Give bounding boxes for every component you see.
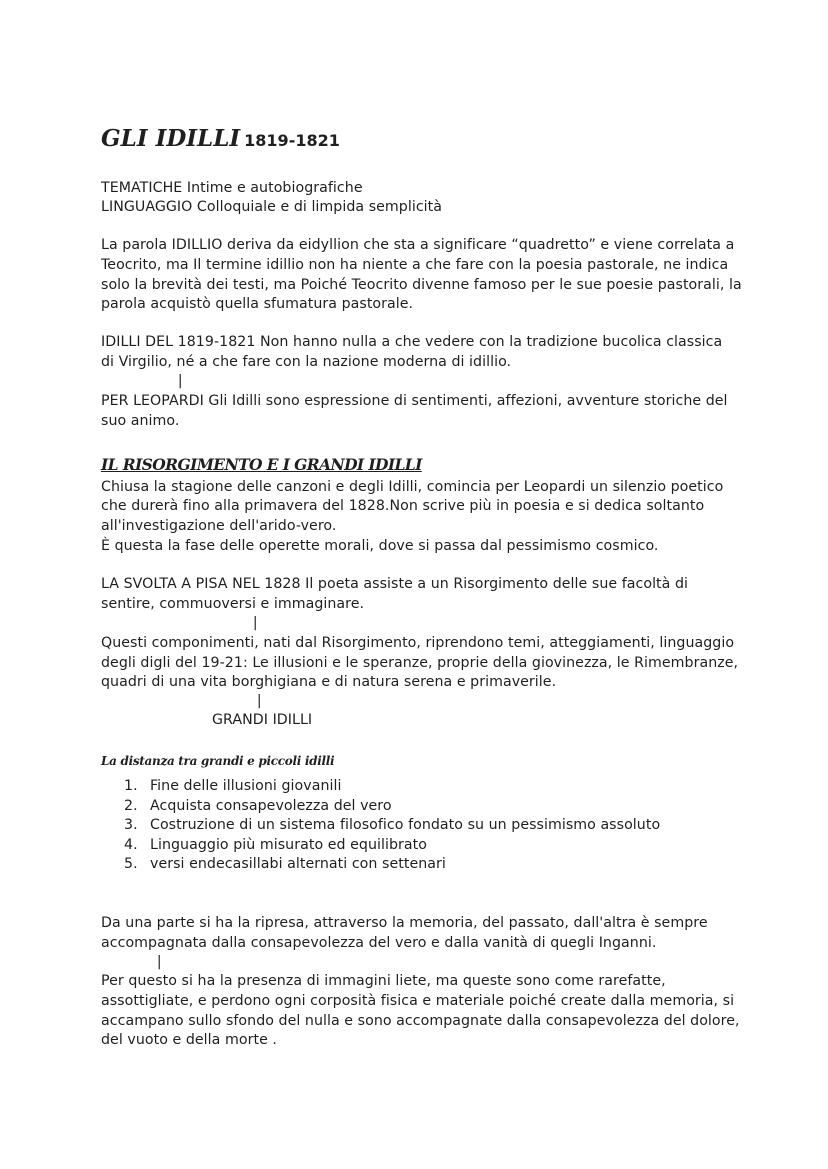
list-item-text: Fine delle illusioni giovanili [150,778,342,794]
list-item [101,777,660,797]
list-item-number: 1. [124,778,138,794]
para8-line: accampano sullo sfondo del nulla e sono accompagnate dalla consapevolezza del dolore, [101,1013,740,1029]
list-item-number: 4. [124,836,138,853]
differences-list [101,777,660,875]
list-item-text: Acquista consapevolezza del vero [150,797,392,814]
list-item-text: Costruzione di un sistema filosofico fondato su un pessimismo assoluto [150,817,661,833]
para6-line: degli digli del 19-21: Le illusioni e le speranze, proprie della giovinezza, le Rimembranze, [101,655,739,671]
list-item [101,797,660,817]
para4-line: Chiusa la stagione delle canzoni e degli Idilli, comincia per Leopardi un silenzio poetico [101,479,724,495]
para6-line: Questi componimenti, nati dal Risorgimento, riprendono temi, atteggiamenti, linguaggio [101,635,735,651]
para8-line: assottigliate, e perdono ogni corposità fisica e materiale poiché create dalla memoria, si [101,993,735,1009]
grandi-idilli-label: GRANDI IDILLI [212,712,313,728]
list-item [101,816,660,836]
para1-line: La parola IDILLIO deriva da eidyllion che sta a significare “quadretto” e viene correlata a [101,237,735,253]
para8-line: del vuoto e della morte . [101,1032,277,1048]
section-heading-distanza: La distanza tra grandi e piccoli idilli [101,754,335,768]
para3-line: suo animo. [101,413,180,429]
connector-line: | [155,954,164,970]
para5-line: sentire, commuoversi e immaginare. [101,596,365,612]
para1-line: Teocrito, ma Il termine idillio non ha niente a che fare con la poesia pastorale, ne indica [101,257,729,273]
para3-line: PER LEOPARDI Gli Idilli sono espressione di sentimenti, affezioni, avventure storiche del [101,393,728,409]
intro-themes: TEMATICHE Intime e autobiografiche [101,180,363,196]
para4-line: che durerà fino alla primavera del 1828.Non scrive più in poesia e si dedica soltanto [101,498,705,514]
para6-line: quadri di una vita borghigiana e di natura serena e primaverile. [101,674,557,690]
list-item-text: versi endecasillabi alternati con settenari [150,856,446,872]
list-item-number: 5. [124,856,138,872]
list-item-text: Linguaggio più misurato ed equilibrato [150,836,428,853]
list-item [101,836,660,856]
para4-line: all'investigazione dell'arido-vero. [101,518,337,534]
para2-line: IDILLI DEL 1819-1821 Non hanno nulla a che vedere con la tradizione bucolica classica [101,334,723,350]
para7-line: Da una parte si ha la ripresa, attraverso la memoria, del passato, dall'altra è sempre [101,915,708,931]
para4-line: È questa la fase delle operette morali, dove si passa dal pessimismo cosmico. [101,538,659,554]
connector-line: | [255,693,264,709]
list-item-number: 3. [124,817,138,833]
para1-line: solo la brevità dei testi, ma Poiché Teocrito divenne famoso per le sue poesie pastorali, la [101,277,742,293]
list-item-number: 2. [124,797,138,814]
intro-language: LINGUAGGIO Colloquiale e di limpida semplicità [101,199,443,215]
para5-line: LA SVOLTA A PISA NEL 1828 Il poeta assiste a un Risorgimento delle sue facoltà di [101,576,689,592]
section-heading-risorgimento: IL RISORGIMENTO E I GRANDI IDILLI [101,455,422,474]
connector-line: | [251,615,260,631]
para7-line: accompagnata dalla consapevolezza del vero e dalla vanità di quegli Inganni. [101,935,657,951]
para8-line: Per questo si ha la presenza di immagini liete, ma queste sono come rarefatte, [101,973,666,989]
title-main: GLI IDILLI [101,125,241,152]
list-item [101,855,660,875]
para2-line: di Virgilio, né a che fare con la nazione moderna di idillio. [101,354,512,370]
title-years: 1819-1821 [244,131,340,150]
para1-line: parola acquistò quella sfumatura pastorale. [101,296,414,312]
connector-line: | [176,373,185,389]
page-title [101,124,340,156]
